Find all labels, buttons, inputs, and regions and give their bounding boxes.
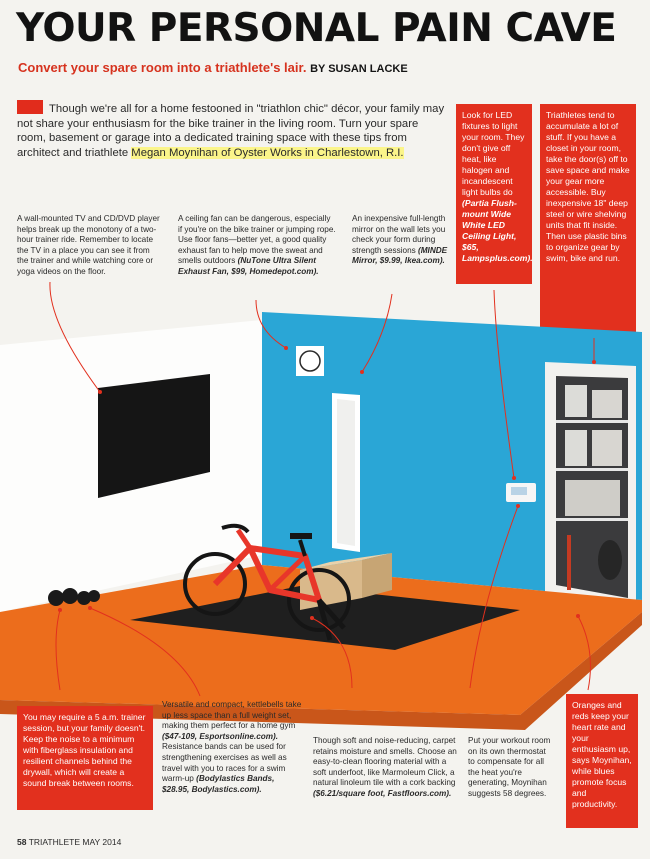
floor-pump-icon [567,535,571,590]
tip-flooring-text: Though soft and noise-reducing, carpet retains moisture and smells. Choose an easy-to-clean flooring material with a soft underfoot, like Marmoleum Click, a natural linoleum tile with a cork backing [313,736,457,788]
closet-shelf [556,420,628,423]
tip-led-text: Look for LED fixtures to light your room. They don't give off heat, like halogen and incandescent light bulbs do [462,110,525,197]
tip-mirror-text: An inexpensive full-length mirror on the wall lets you check your form during strength sessions [352,214,446,255]
tip-mirror-credit: (MINDE Mirror, $9.99, Ikea.com). [352,245,448,266]
intro-text: Though we're all for a home festooned in "triathlon chic" décor, your family may not share your enthusiasm for the bike trainer in the living room. Turn your spare room, basement or garage into a dedicated training space with these tips from architect and triathlete [17,103,445,159]
tip-kettlebells [162,700,302,795]
kettlebell-icon [48,590,64,606]
page-folio [17,837,121,847]
tip-fan-credit: (NuTone Ultra Silent Exhaust Fan, $99, Homedepot.com). [178,256,319,276]
article-byline: BY SUSAN LACKE [310,63,408,75]
intro-highlight: Megan Moynihan of Oyster Works in Charlestown, R.I. [131,146,404,159]
article-title: YOUR PERSONAL PAIN CAVE [16,6,617,51]
closet-shelf [556,468,628,471]
tip-box-noise [17,706,153,810]
storage-bin [565,385,587,417]
tip-thermostat [468,736,554,800]
closet-shelf [556,518,628,521]
magazine-name: TRIATHLETE [28,837,81,847]
tip-flooring [313,736,459,800]
tip-kettlebells-credit: ($47-109, Esportsonline.com). [162,731,279,741]
tip-bands-text: Resistance bands can be used for strengthening exercises as well as travel with you to races for a swim warm-up [162,742,287,784]
tip-colors-text: Oranges and reds keep your heart rate and your enthusiasm up, says Moynihan, while blues promote focus and productivity. [572,700,632,809]
article-dek: Convert your spare room into a triathlete's lair. [18,60,307,75]
tip-box-colors [566,694,638,828]
tip-led-credit: (Partia Flush-mount Wide White LED Ceiling Light, $65, Lampsplus.com). [462,198,533,263]
tip-thermostat-text: Put your workout room on its own thermostat to compensate for all the heat you're generating, Moynihan suggests 58 degrees. [468,736,551,798]
backpack-icon [598,540,622,580]
issue-date: MAY 2014 [82,837,122,847]
tip-noise-text: You may require a 5 a.m. trainer session, but your family doesn't. Keep the noise to a minimum with fiberglass insulation and resilient channels behind the drywall, which will create a sound break between rooms. [23,712,146,788]
tip-storage-text: Triathletes tend to accumulate a lot of stuff. If you have a closet in your room, take the door(s) off to save space and make your gear more accessible. Buy inexpensive 18" deep steel or wire shelving units that fit inside. Then use plastic bins to organize gear by swim, bike and run. [546,110,630,263]
tip-kettlebells-text: Versatile and compact, kettlebells take up less space than a full weight set, making them perfect for a home gym [162,700,302,731]
kettlebell-icon [88,590,100,602]
storage-bin [565,480,620,516]
tip-flooring-credit: ($6.21/square foot, Fastfloors.com). [313,788,452,798]
storage-bin [592,390,622,418]
tip-bands-credit: (Bodylastics Bands, $28.95, Bodylastics.com). [162,774,275,794]
page-number: 58 [17,837,27,847]
tip-fan-text: A ceiling fan can be dangerous, especially if you're on the bike trainer or jumping rope. Use floor fans—better yet, a good quality exhaust fan to help move the sweat and smells outdoors [178,214,336,266]
tip-tv-text: A wall-mounted TV and CD/DVD player helps break up the monotony of a two-hour trainer ride. Remember to locate the TV in a place you can see it from the trainer and while watching core or yoga videos on the floor. [17,214,160,276]
storage-bin [565,430,587,466]
storage-bin [592,430,622,466]
kettlebell-icon [62,588,78,604]
